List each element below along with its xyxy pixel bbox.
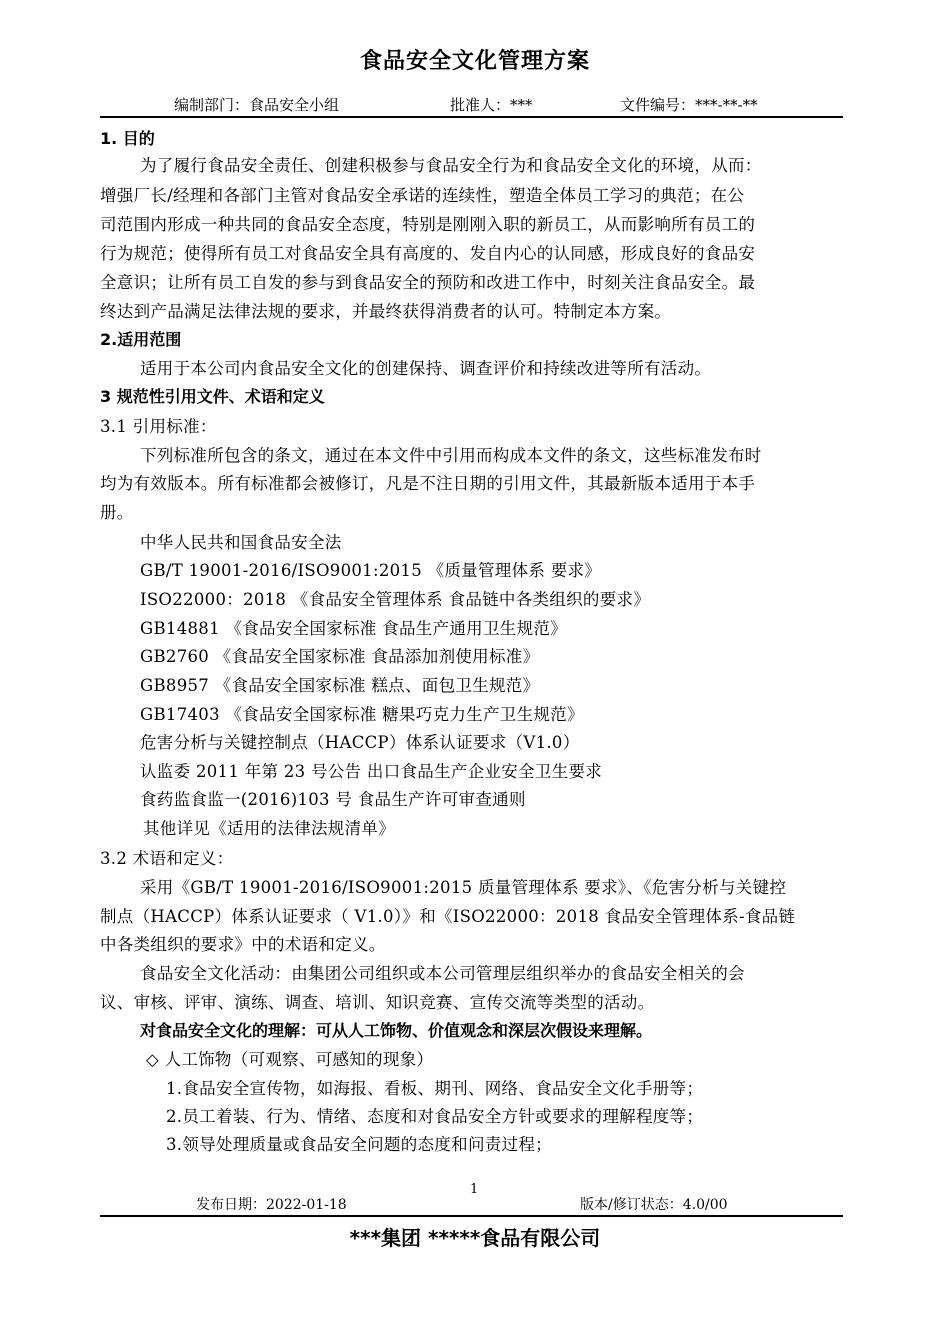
standard-item: GB14881 《食品安全国家标准 食品生产通用卫生规范》 (140, 619, 567, 638)
artifact-item: 3.领导处理质量或食品安全问题的态度和问责过程； (166, 1135, 552, 1154)
header-approver: 批准人：*** (450, 96, 533, 114)
paragraph-line: 下列标准所包含的条文，通过在本文件中引用而构成本文件的条文，这些标准发布时 (140, 446, 762, 465)
section-3-1-heading: 3.1 引用标准： (100, 417, 217, 436)
page-number: 1 (470, 1182, 479, 1197)
header-rule (100, 116, 843, 118)
artifact-item: 1.食品安全宣传物，如海报、看板、期刊、网络、食品安全文化手册等； (166, 1079, 704, 1098)
artifacts-heading: ◇ 人工饰物（可观察、可感知的现象） (146, 1050, 434, 1069)
standard-item: GB17403 《食品安全国家标准 糖果巧克力生产卫生规范》 (140, 705, 584, 724)
company-name: ***集团 *****食品有限公司 (349, 1226, 601, 1250)
paragraph-line: 适用于本公司内食品安全文化的创建保持、调查评价和持续改进等所有活动。 (140, 359, 712, 378)
section-3-2-heading: 3.2 术语和定义： (100, 849, 234, 868)
paragraph-line: 行为规范；使得所有员工对食品安全具有高度的、发自内心的认同感，形成良好的食品安 (100, 244, 756, 263)
footer-rule (100, 1215, 843, 1217)
understanding-statement: 对食品安全文化的理解：可从人工饰物、价值观念和深层次假设来理解。 (140, 1021, 653, 1040)
document-title: 食品安全文化管理方案 (359, 49, 590, 74)
section-3-heading: 3 规范性引用文件、术语和定义 (100, 387, 325, 406)
standard-item: 中华人民共和国食品安全法 (140, 533, 342, 552)
paragraph-line: 均为有效版本。所有标准都会被修订，凡是不注日期的引用文件，其最新版本适用于本手 (100, 474, 756, 493)
paragraph-line: 为了履行食品安全责任、创建积极参与食品安全行为和食品安全文化的环境，从而： (140, 156, 762, 175)
standard-item: GB8957 《食品安全国家标准 糕点、面包卫生规范》 (140, 676, 540, 695)
standard-item: 认监委 2011 年第 23 号公告 出口食品生产企业安全卫生要求 (140, 762, 603, 781)
header-doc-number: 文件编号：***-**-** (620, 96, 758, 114)
artifact-item: 2.员工着装、行为、情绪、态度和对食品安全方针或要求的理解程度等； (166, 1107, 704, 1126)
paragraph-line: 议、审核、评审、演练、调查、培训、知识竞赛、宣传交流等类型的活动。 (100, 993, 655, 1012)
paragraph-line: 增强厂长/经理和各部门主管对食品安全承诺的连续性，塑造全体员工学习的典范；在公 (100, 186, 745, 205)
paragraph-line: 食品安全文化活动：由集团公司组织或本公司管理层组织举办的食品安全相关的会 (140, 964, 745, 983)
section-1-heading: 1. 目的 (100, 129, 155, 148)
standard-item: 食药监食监一(2016)103 号 食品生产许可审查通则 (140, 790, 526, 809)
paragraph-line: 采用《GB/T 19001-2016/ISO9001:2015 质量管理体系 要求》、《危害分析与关键控 (140, 878, 787, 897)
standard-item: 危害分析与关键控制点（HACCP）体系认证要求（V1.0） (140, 733, 580, 752)
paragraph-line: 终达到产品满足法律法规的要求，并最终获得消费者的认可。特制定本方案。 (100, 302, 672, 321)
standard-item: GB2760 《食品安全国家标准 食品添加剂使用标准》 (140, 647, 540, 666)
release-date: 发布日期：2022-01-18 (196, 1197, 347, 1213)
paragraph-line: 司范围内形成一种共同的食品安全态度，特别是刚刚入职的新员工，从而影响所有员工的 (100, 215, 756, 234)
paragraph-line: 中各类组织的要求》中的术语和定义。 (100, 935, 386, 954)
header-dept: 编制部门：食品安全小组 (174, 96, 340, 114)
section-2-heading: 2.适用范围 (100, 330, 182, 349)
standard-item: 其他详见《适用的法律法规清单》 (143, 819, 395, 838)
paragraph-line: 制点（HACCP）体系认证要求（ V1.0）》和《ISO22000：2018 食品安全管理体系-食品链 (100, 907, 796, 926)
paragraph-line: 册。 (100, 503, 134, 522)
standard-item: GB/T 19001-2016/ISO9001:2015 《质量管理体系 要求》 (140, 561, 602, 580)
paragraph-line: 全意识；让所有员工自发的参与到食品安全的预防和改进工作中，时刻关注食品安全。最 (100, 273, 756, 292)
version-status: 版本/修订状态：4.0/00 (580, 1197, 728, 1213)
standard-item: ISO22000：2018 《食品安全管理体系 食品链中各类组织的要求》 (140, 590, 651, 609)
